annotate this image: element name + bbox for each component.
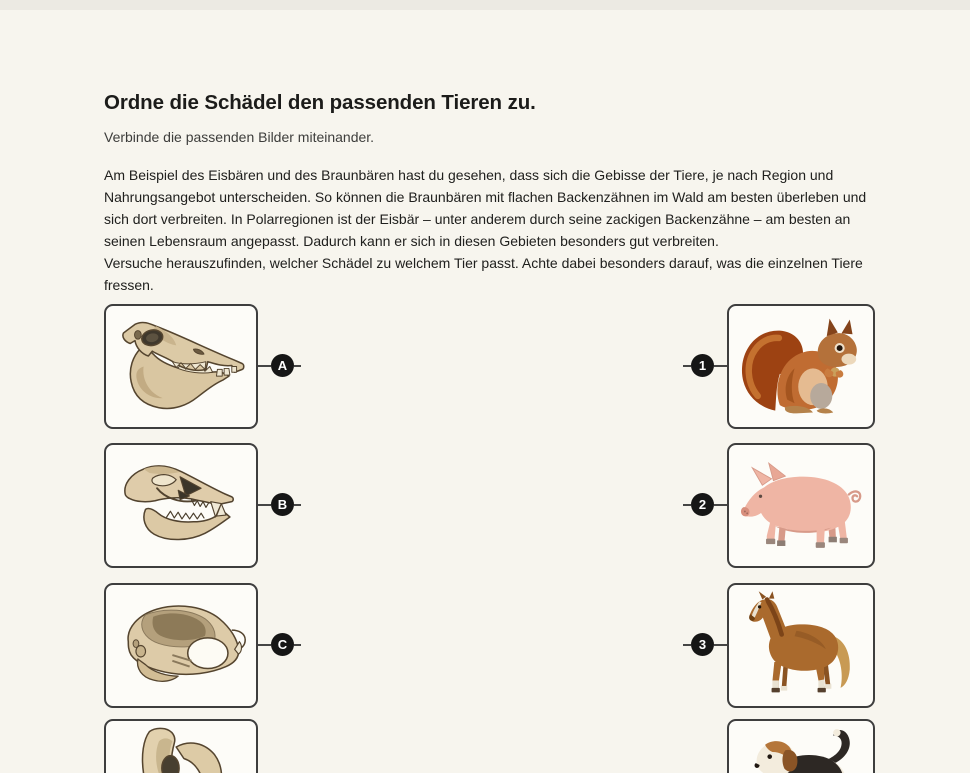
connector-stub xyxy=(294,504,301,506)
exercise-instruction: Verbinde die passenden Bilder miteinander. xyxy=(104,129,375,145)
connector-1 xyxy=(683,354,727,377)
skull-card-a[interactable] xyxy=(104,304,258,429)
animal-card-2[interactable] xyxy=(727,443,875,568)
connector-dot-b[interactable]: B xyxy=(271,493,294,516)
connector-b xyxy=(258,493,301,516)
connector-dot-a[interactable]: A xyxy=(271,354,294,377)
connector-dot-1[interactable]: 1 xyxy=(691,354,714,377)
intro-line: sich dort verbreiten. In Polarregionen ist der Eisbär – unter anderem durch seine zackigen Backenzähne – am besten an xyxy=(104,211,851,227)
intro-line: Nahrungsangebot unterscheiden. So können die Braunbären mit flachen Backenzähnen im Wald am besten überleben und xyxy=(104,189,867,205)
connector-line xyxy=(714,644,727,646)
intro-paragraph xyxy=(104,164,894,296)
dog-illustration xyxy=(732,724,870,773)
connector-line xyxy=(258,644,271,646)
connector-2 xyxy=(683,493,727,516)
skull-card-b[interactable] xyxy=(104,443,258,568)
connector-dot-c[interactable]: C xyxy=(271,633,294,656)
page-title: Ordne die Schädel den passenden Tieren zu. xyxy=(104,91,536,114)
connector-stub xyxy=(683,365,691,367)
connector-line xyxy=(714,504,727,506)
intro-line: seinen Lebensraum angepasst. Dadurch kann er sich in diesen Gebieten besonders gut verbreiten. xyxy=(104,233,719,249)
animal-card-1[interactable] xyxy=(727,304,875,429)
connector-line xyxy=(258,504,271,506)
carnivore-skull-illustration xyxy=(109,448,253,563)
horse-illustration xyxy=(732,588,870,703)
skull-card-d[interactable] xyxy=(104,719,258,773)
connector-dot-3[interactable]: 3 xyxy=(691,633,714,656)
skull-detail-illustration xyxy=(109,724,253,773)
horse-skull-illustration xyxy=(109,309,253,424)
pig-illustration xyxy=(732,448,870,563)
connector-stub xyxy=(294,365,301,367)
connector-3 xyxy=(683,633,727,656)
connector-c xyxy=(258,633,301,656)
animal-card-3[interactable] xyxy=(727,583,875,708)
connector-line xyxy=(714,365,727,367)
connector-stub xyxy=(683,644,691,646)
intro-line: Am Beispiel des Eisbären und des Braunbären hast du gesehen, dass sich die Gebisse der Tiere, je nach Region und xyxy=(104,167,834,183)
squirrel-illustration xyxy=(732,309,870,424)
connector-dot-2[interactable]: 2 xyxy=(691,493,714,516)
skull-card-c[interactable] xyxy=(104,583,258,708)
connector-stub xyxy=(683,504,691,506)
intro-line: fressen. xyxy=(104,277,154,293)
connector-a xyxy=(258,354,301,377)
connector-stub xyxy=(294,644,301,646)
top-bar xyxy=(0,0,970,10)
connector-line xyxy=(258,365,271,367)
animal-card-4[interactable] xyxy=(727,719,875,773)
rodent-skull-illustration xyxy=(109,588,253,703)
intro-line: Versuche herauszufinden, welcher Schädel zu welchem Tier passt. Achte dabei besonders darauf, was die einzelnen Tiere xyxy=(104,255,863,271)
